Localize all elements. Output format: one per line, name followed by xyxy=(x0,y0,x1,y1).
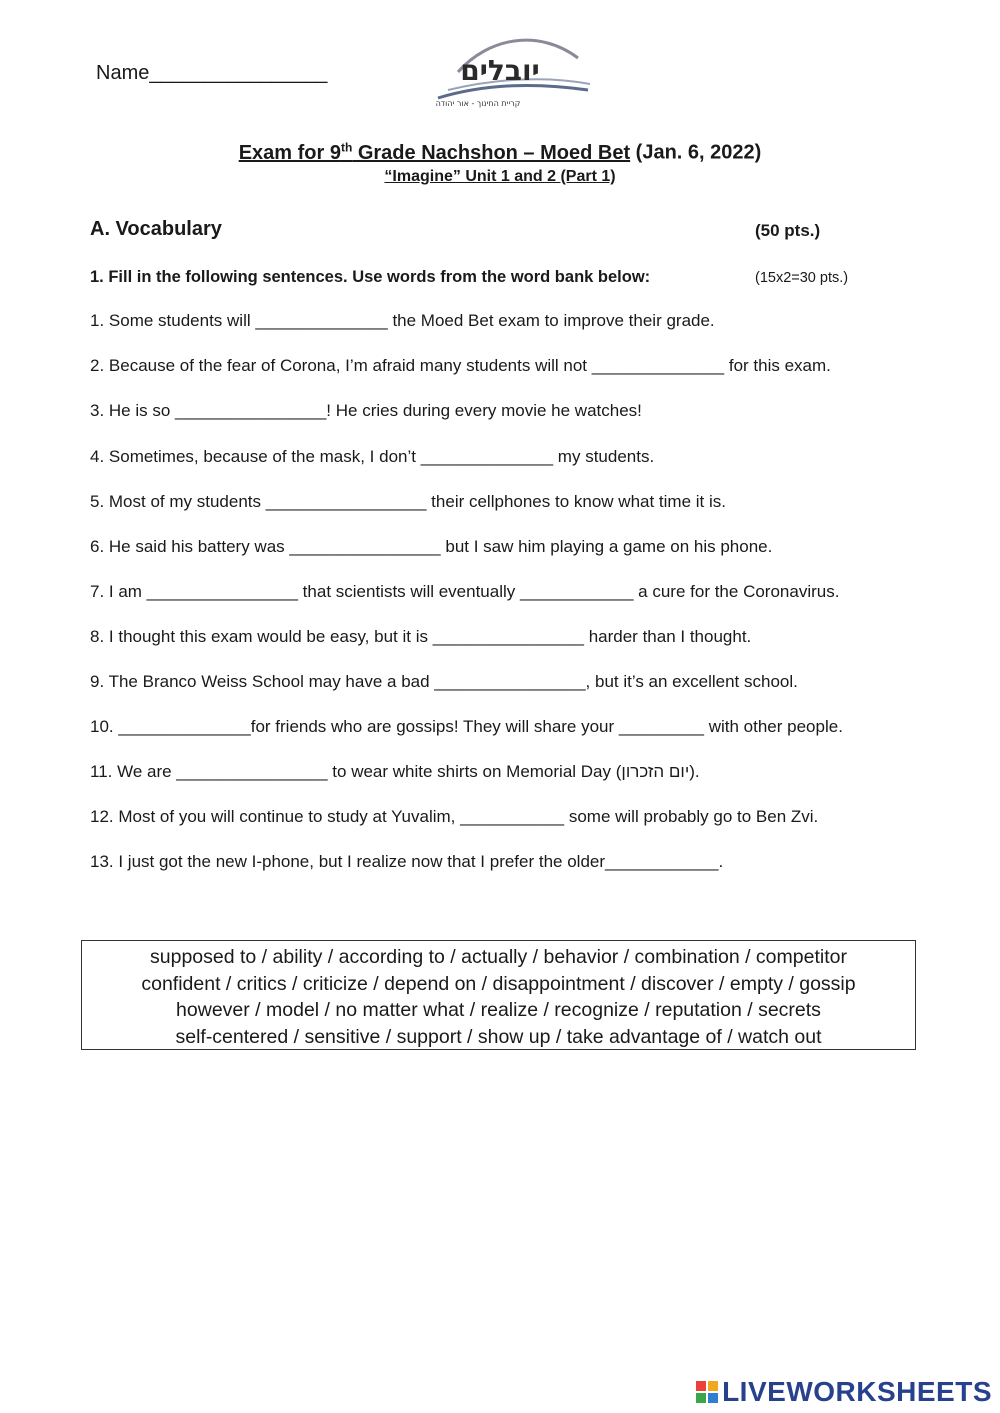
liveworksheets-text: LIVEWORKSHEETS xyxy=(722,1376,992,1407)
word-bank-line: supposed to / ability / according to / actually / behavior / combination / competitor xyxy=(150,946,847,968)
question-2: 2. Because of the fear of Corona, I’m afraid many students will not ______________ for this exam. xyxy=(90,356,831,375)
question-11: 11. We are ________________ to wear white shirts on Memorial Day (יום הזכרון). xyxy=(90,762,700,781)
question-8: 8. I thought this exam would be easy, but it is ________________ harder than I thought. xyxy=(90,627,752,646)
school-logo xyxy=(428,28,600,116)
exam-subtitle: “Imagine” Unit 1 and 2 (Part 1) xyxy=(384,168,616,185)
question-9: 9. The Branco Weiss School may have a bad ________________, but it’s an excellent school. xyxy=(90,672,798,691)
question-10: 10. ______________for friends who are gossips! They will share your _________ with other people. xyxy=(90,717,843,736)
title-date: (Jan. 6, 2022) xyxy=(630,141,762,164)
word-bank-line: self-centered / sensitive / support / show up / take advantage of / watch out xyxy=(175,1025,822,1048)
logo-square xyxy=(708,1381,718,1391)
question-6: 6. He said his battery was ________________ but I saw him playing a game on his phone. xyxy=(90,537,773,556)
word-bank-line: confident / critics / criticize / depend on / disappointment / discover / empty / gossip xyxy=(141,972,856,995)
title-part-2: Grade Nachshon – Moed Bet xyxy=(352,141,631,164)
question-3: 3. He is so ________________! He cries during every movie he watches! xyxy=(90,401,642,420)
word-bank-line: however / model / no matter what / realize / recognize / reputation / secrets xyxy=(176,999,821,1021)
logo-square xyxy=(708,1393,718,1403)
question-1: 1. Some students will ______________ the Moed Bet exam to improve their grade. xyxy=(90,311,715,330)
logo-square xyxy=(696,1381,706,1391)
question-13: 13. I just got the new I-phone, but I realize now that I prefer the older____________. xyxy=(90,852,724,871)
question-7: 7. I am ________________ that scientists will eventually ____________ a cure for the Coronavirus. xyxy=(90,582,840,601)
section-heading: A. Vocabulary xyxy=(90,218,222,240)
question-4: 4. Sometimes, because of the mask, I don’t ______________ my students. xyxy=(90,447,655,466)
logo-square xyxy=(696,1393,706,1403)
instruction-points: (15x2=30 pts.) xyxy=(755,270,849,286)
instruction-text: 1. Fill in the following sentences. Use words from the word bank below: xyxy=(90,268,651,286)
title-superscript: th xyxy=(340,140,353,154)
question-12: 12. Most of you will continue to study at Yuvalim, ___________ some will probably go to Ben Zvi. xyxy=(90,807,819,826)
title-part-1: Exam for 9 xyxy=(238,141,341,164)
question-5: 5. Most of my students _________________ their cellphones to know what time it is. xyxy=(90,492,726,511)
word-bank xyxy=(81,940,916,1050)
logo-hebrew-name: יובלים xyxy=(460,54,540,87)
logo-hebrew-subtitle: קריית החינוך - אור יהודה xyxy=(435,99,521,108)
liveworksheets-brand xyxy=(696,1376,992,1408)
name-field-label: Name________________ xyxy=(96,62,328,84)
logo-graphic xyxy=(428,28,600,116)
exam-title xyxy=(0,140,1000,165)
liveworksheets-logo-icon xyxy=(696,1381,718,1403)
section-points: (50 pts.) xyxy=(755,221,821,240)
